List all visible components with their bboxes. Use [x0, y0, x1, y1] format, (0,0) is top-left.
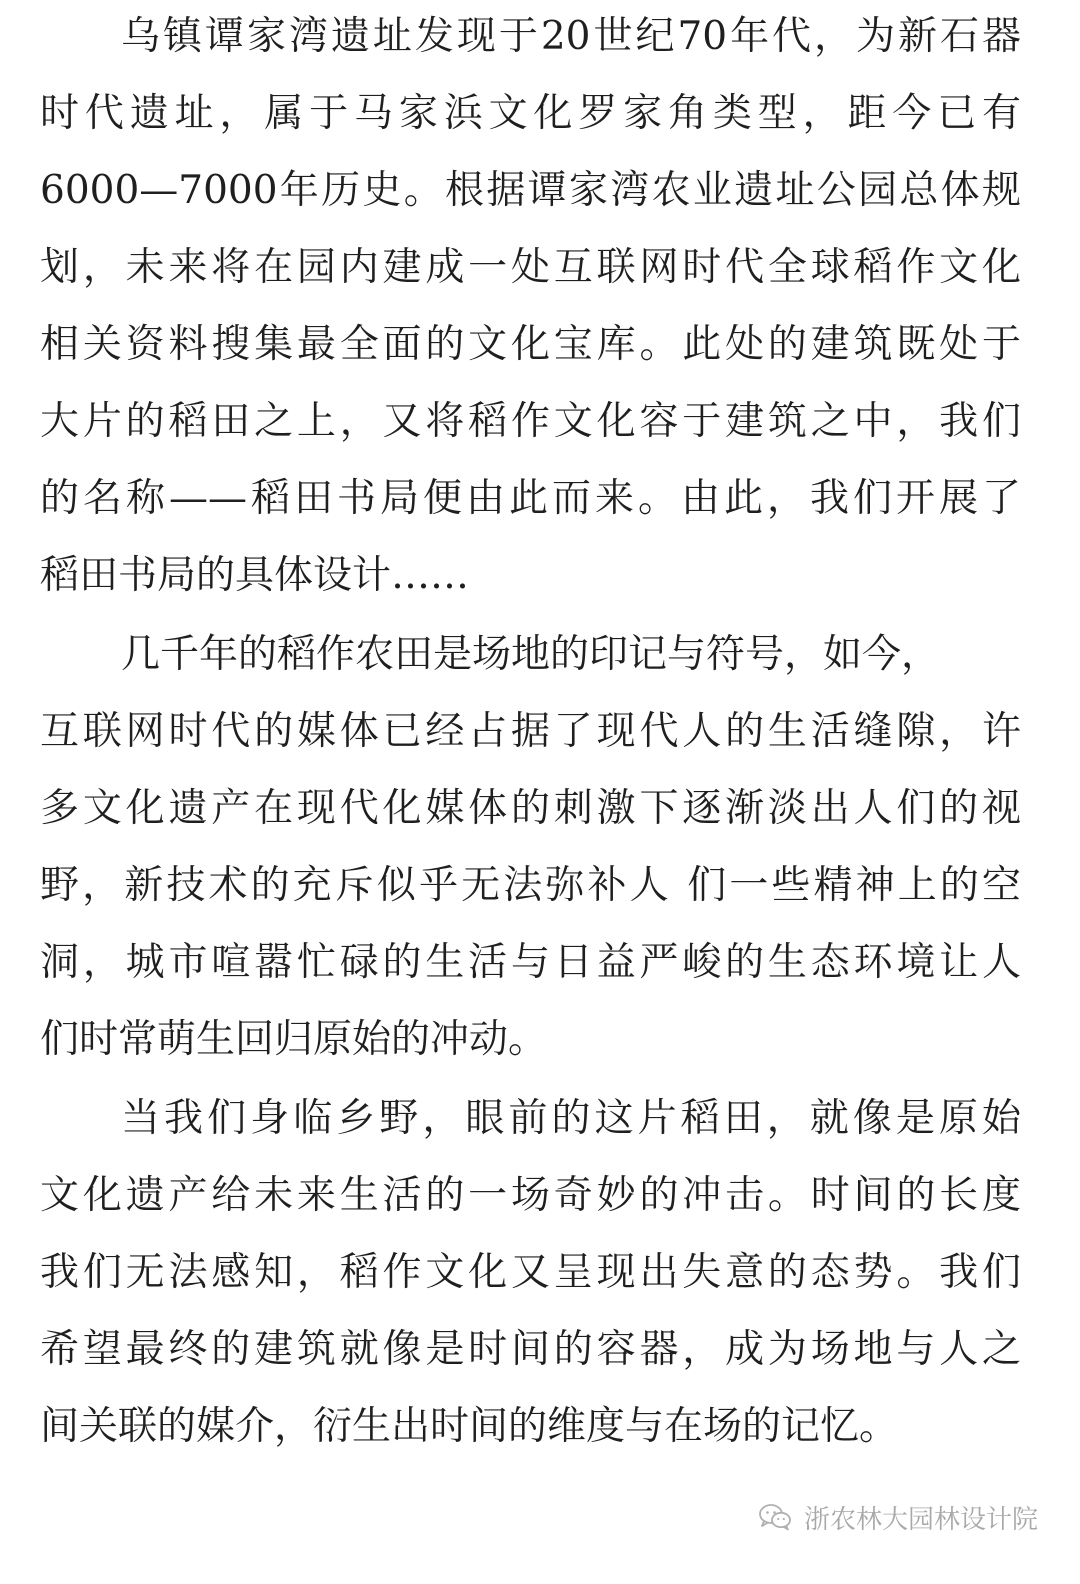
text-line: 大片的稻田之上，又将稻作文化容于建筑之中，我们: [40, 399, 1021, 444]
text-line: 希望最终的建筑就像是时间的容器，成为场地与人之: [40, 1327, 1021, 1372]
text-line: 互联网时代的媒体已经占据了现代人的生活缝隙，许: [40, 709, 1021, 754]
wechat-icon: [758, 1503, 792, 1531]
watermark: [758, 1492, 1038, 1542]
text-line: 我们无法感知，稻作文化又呈现出失意的态势。我们: [40, 1250, 1021, 1295]
text-line: 稻田书局的具体设计……: [40, 553, 470, 598]
text-line: 划，未来将在园内建成一处互联网时代全球稻作文化: [40, 245, 1021, 290]
text-line: 当我们身临乡野，眼前的这片稻田，就像是原始: [121, 1096, 1021, 1141]
text-line: 时代遗址，属于马家浜文化罗家角类型，距今已有: [40, 91, 1021, 136]
text-line: 相关资料搜集最全面的文化宝库。此处的建筑既处于: [40, 322, 1021, 367]
text-line: 的名称——稻田书局便由此而来。由此，我们开展了: [40, 476, 1021, 521]
text-line: 文化遗产给未来生活的一场奇妙的冲击。时间的长度: [40, 1173, 1021, 1218]
text-line: 野，新技术的充斥似乎无法弥补人 们一些精神上的空: [40, 863, 1021, 908]
text-line: 6000—7000年历史。根据谭家湾农业遗址公园总体规: [40, 168, 1021, 213]
text-line: 间关联的媒介，衍生出时间的维度与在场的记忆。: [40, 1404, 899, 1449]
text-line: 几千年的稻作农田是场地的印记与符号，如今，: [121, 632, 941, 677]
text-line: 多文化遗产在现代化媒体的刺激下逐渐淡出人们的视: [40, 786, 1021, 831]
text-line: 乌镇谭家湾遗址发现于20世纪70年代，为新石器: [121, 14, 1021, 59]
text-line: 们时常萌生回归原始的冲动。: [40, 1017, 548, 1062]
text-line: 洞，城市喧嚣忙碌的生活与日益严峻的生态环境让人: [40, 940, 1021, 985]
watermark-text: 浙农林大园林设计院: [804, 1504, 1039, 1535]
